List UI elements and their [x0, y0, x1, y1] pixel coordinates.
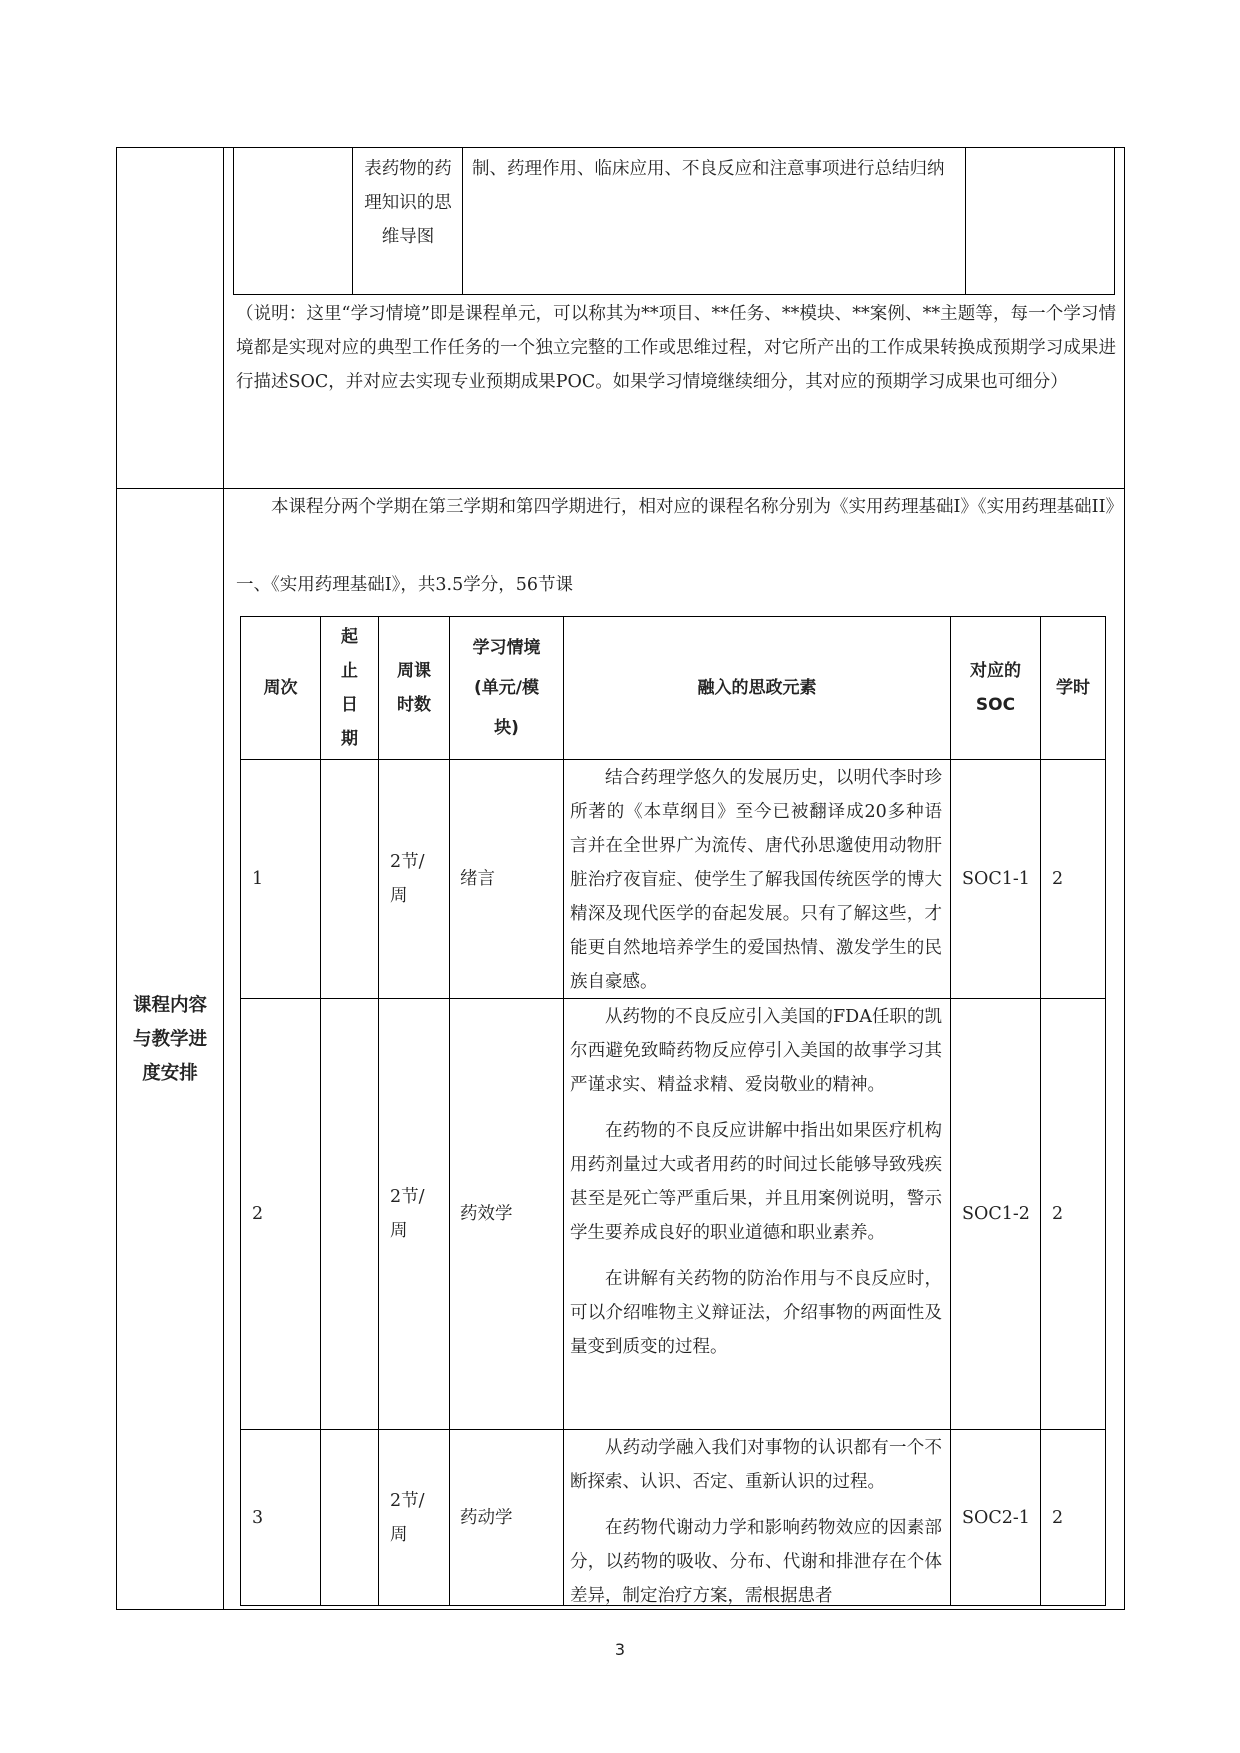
row1-paragraph: 结合药理学悠久的发展历史，以明代李时珍所著的《本草纲目》至今已被翻译成20多种语言并在全世界广为流传、唐代孙思邈使用动物肝脏治疗夜盲症、使学生了解我国传统医学的博大精深及现代医学的奋起发展。只有了解这些，才能更自然地培养学生的爱国热情、激发学生的民族自豪感。	[570, 768, 942, 992]
table-v2	[378, 616, 379, 1606]
section-divider	[116, 488, 1125, 489]
row2-soc-cell	[962, 999, 1038, 1429]
row2-paragraph-2: 在药物的不良反应讲解中指出如果医疗机构用药剂量过大或者用药的时间过长能够导致残疾甚至是死亡等严重后果，并且用案例说明，警示学生要养成良好的职业道德和职业素养。	[570, 1121, 942, 1243]
table-row	[252, 760, 312, 998]
header-soc-text: 对应的SOC	[970, 661, 1021, 715]
inner-col2-text: 表药物的药理知识的思维导图	[364, 159, 452, 247]
row3-credit: 2	[1052, 1507, 1064, 1528]
outer-right-border	[1124, 147, 1125, 1610]
row3-unit: 药动学	[460, 1507, 513, 1528]
outer-top-border	[116, 147, 1125, 148]
table-v3	[449, 616, 450, 1606]
header-hours-text: 周课时数	[397, 661, 431, 715]
row2-hours: 2节/周	[390, 1187, 425, 1241]
table-bottom-border	[240, 1605, 1106, 1606]
inner-top-col2-border	[352, 147, 353, 295]
row3-unit-cell	[460, 1430, 560, 1605]
row2-soc: SOC1-2	[962, 1204, 1030, 1224]
row1-hours: 2节/周	[390, 852, 425, 906]
row3-paragraph-2: 在药物代谢动力学和影响药物效应的因素部分，以药物的吸收、分布、代谢和排泄存在个体差异，制定治疗方案，需根据患者	[570, 1518, 942, 1605]
row1-week: 1	[252, 869, 264, 889]
header-hours	[379, 617, 449, 759]
header-week-text: 周次	[263, 678, 298, 698]
explanation-note: （说明：这里“学习情境”即是课程单元，可以称其为**项目、**任务、**模块、**案例、**主题等，每一个学习情境都是实现对应的典型工作任务的一个独立完整的工作或思维过程，对它所产出的工作成果转换成预期学习成果进行描述SOC，并对应去实现专业预期成果POC。如果学习情境继续细分，其对应的预期学习成果也可细分）	[236, 304, 1116, 392]
table-v1	[320, 616, 321, 1606]
row3-paragraph-1: 从药动学融入我们对事物的认识都有一个不断探索、认识、否定、重新认识的过程。	[570, 1438, 942, 1492]
row2-hours-cell	[390, 999, 444, 1429]
table-v5	[950, 616, 951, 1606]
row3-dates-cell	[326, 1430, 376, 1605]
row2-dates-cell	[326, 999, 376, 1429]
table-v0	[240, 616, 241, 1606]
header-dates	[321, 617, 378, 759]
section-label	[122, 980, 218, 1100]
table-row	[252, 1430, 312, 1605]
header-week	[241, 617, 320, 759]
table-row	[252, 999, 312, 1429]
section-subtitle: 一、《实用药理基础I》，共3.5学分，56节课	[236, 575, 574, 595]
outer-bottom-border	[116, 1609, 1125, 1610]
header-ideology-text: 融入的思政元素	[697, 678, 817, 698]
header-credit-text: 学时	[1056, 678, 1090, 698]
header-unit	[450, 617, 563, 759]
section-label-text: 课程内容与教学进度安排	[132, 995, 207, 1084]
header-credit	[1041, 617, 1105, 759]
row3-soc-cell	[962, 1430, 1038, 1605]
row2-unit: 药效学	[460, 1204, 513, 1224]
inner-col3-text: 制、药理作用、临床应用、不良反应和注意事项进行总结归纳	[472, 159, 945, 179]
outer-left-border	[116, 147, 117, 1610]
row1-unit: 绪言	[460, 869, 495, 889]
row3-credit-cell	[1052, 1430, 1102, 1605]
header-unit-text: 学习情境(单元/模块)	[472, 638, 541, 738]
inner-top-bottom-border	[233, 294, 1115, 295]
table-v7	[1105, 616, 1106, 1606]
inner-top-col3-border	[462, 147, 463, 295]
row1-hours-cell	[390, 760, 444, 998]
header-soc	[951, 617, 1040, 759]
row2-credit: 2	[1052, 1204, 1064, 1224]
row3-week: 3	[252, 1507, 264, 1528]
row1-soc-cell	[962, 760, 1038, 998]
row1-credit-cell	[1052, 760, 1102, 998]
row1-ideology-cell	[570, 761, 942, 999]
row3-hours-cell	[390, 1430, 444, 1605]
table-v6	[1040, 616, 1041, 1606]
row2-week: 2	[252, 1204, 264, 1224]
row1-credit: 2	[1052, 869, 1064, 889]
inner-top-col4-border	[965, 147, 966, 295]
row2-credit-cell	[1052, 999, 1102, 1429]
section-intro-text: 本课程分两个学期在第三学期和第四学期进行，相对应的课程名称分别为《实用药理基础I》《实用药理基础II》	[271, 497, 1123, 517]
page-number: 3	[614, 1640, 626, 1659]
row3-hours: 2节/周	[390, 1490, 425, 1545]
table-v4	[563, 616, 564, 1606]
inner-top-left-border	[233, 147, 234, 295]
row3-ideology-cell	[570, 1431, 942, 1605]
header-ideology	[564, 617, 950, 759]
row1-dates-cell	[326, 760, 376, 998]
header-dates-text: 起止日期	[341, 627, 358, 749]
row2-paragraph-3: 在讲解有关药物的防治作用与不良反应时，可以介绍唯物主义辩证法，介绍事物的两面性及量变到质变的过程。	[570, 1269, 942, 1357]
row2-unit-cell	[460, 999, 560, 1429]
inner-top-right-border	[1114, 147, 1115, 295]
section-intro	[236, 490, 1123, 524]
row3-soc: SOC2-1	[962, 1507, 1030, 1528]
row2-ideology-cell	[570, 1000, 942, 1364]
row2-paragraph-1: 从药物的不良反应引入美国的FDA任职的凯尔西避免致畸药物反应停引入美国的故事学习其严谨求实、精益求精、爱岗敬业的精神。	[570, 1007, 942, 1095]
row1-soc: SOC1-1	[962, 869, 1030, 889]
label-column-divider	[223, 147, 224, 1610]
row1-unit-cell	[460, 760, 560, 998]
